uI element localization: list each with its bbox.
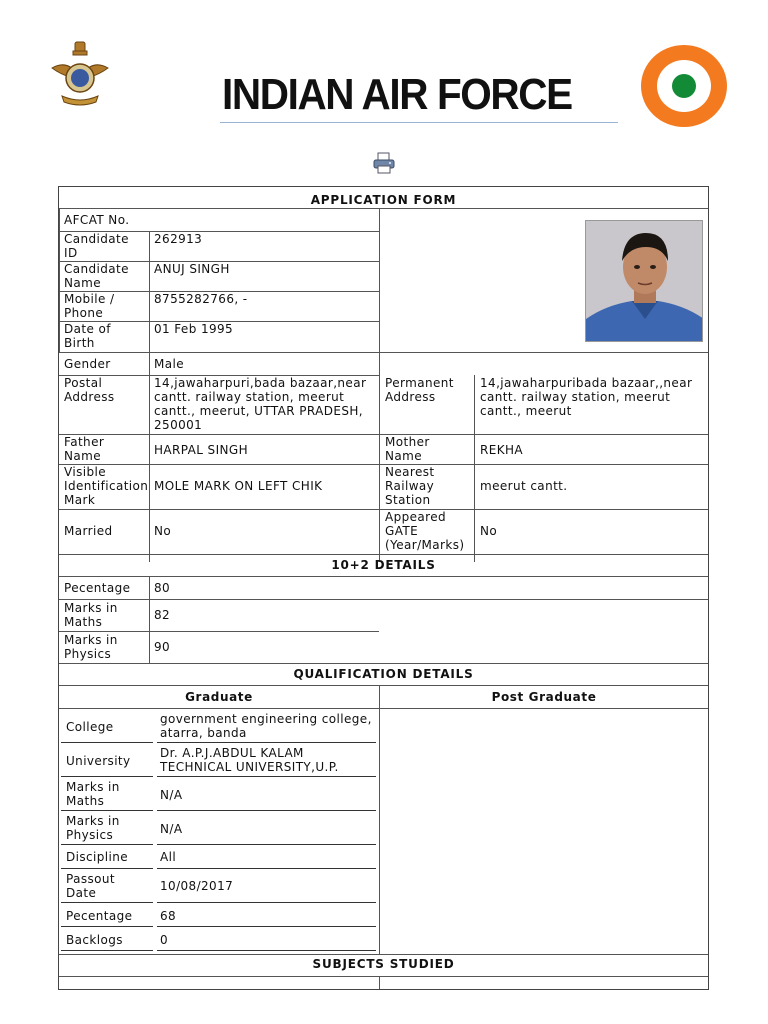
identification-mark-label: Visible [64,465,106,479]
postal-address-line: 250001 [154,418,203,432]
railway-station-label: Nearest [385,465,435,479]
gender-value: Male [154,357,185,371]
permanent-address-line: cantt., meerut [480,404,572,418]
plus-two-physics-label-2: Physics [64,647,112,661]
gate-label-2: GATE [385,524,419,538]
postal-address-line: cantt. railway station, meerut [154,390,345,404]
plus-two-maths-label: Marks in [64,601,118,615]
candidate-photo [585,220,703,342]
title-underline [220,122,618,123]
discipline-label: Discipline [66,850,129,864]
postal-address-label-2: Address [64,390,115,404]
college-line: government engineering college, [160,712,372,726]
printer-icon[interactable] [372,152,396,174]
mother-name-label: Mother [385,435,430,449]
gate-value: No [480,524,498,538]
mobile-value: 8755282766, - [154,292,248,306]
post-graduate-header: Post Graduate [491,690,597,704]
married-label: Married [64,524,113,538]
mother-name-label-2: Name [385,449,423,463]
plus-two-percentage-value: 80 [154,581,171,595]
application-form-title: APPLICATION FORM [310,193,457,207]
dob-label: Date of [64,322,111,336]
grad-maths-label: Marks in [66,780,120,794]
railway-station-label-3: Station [385,493,431,507]
discipline-value: All [160,850,177,864]
plus-two-physics-label: Marks in [64,633,118,647]
mobile-label: Mobile / [64,292,115,306]
grad-percentage-value: 68 [160,909,177,923]
backlogs-value: 0 [160,933,169,947]
grad-maths-value: N/A [160,788,183,802]
candidate-name-label-2: Name [64,276,102,290]
grad-physics-label-2: Physics [66,828,114,842]
identification-mark-label-2: Identification [64,479,149,493]
permanent-address-line: cantt. railway station, meerut [480,390,671,404]
iaf-roundel-icon [640,44,728,128]
candidate-id-label-2: ID [64,246,78,260]
gate-label: Appeared [385,510,447,524]
candidate-name-value: ANUJ SINGH [154,262,230,276]
page-title: INDIAN AIR FORCE [222,70,572,119]
identification-mark-label-3: Mark [64,493,96,507]
plus-two-physics-value: 90 [154,640,171,654]
postal-address-line: cantt., meerut, UTTAR PRADESH, [154,404,363,418]
university-label: University [66,754,131,768]
plus-two-percentage-label: Pecentage [64,581,131,595]
graduate-header: Graduate [185,690,253,704]
afcat-label: AFCAT No. [64,213,130,227]
candidate-id-value: 262913 [154,232,203,246]
air-force-crest-icon [48,38,112,108]
postal-address-line: 14,jawaharpuri,bada bazaar,near [154,376,367,390]
university-line: TECHNICAL UNIVERSITY,U.P. [160,760,339,774]
passout-label-2: Date [66,886,97,900]
gender-label: Gender [64,357,111,371]
railway-station-value: meerut cantt. [480,479,568,493]
married-value: No [154,524,172,538]
grad-physics-label: Marks in [66,814,120,828]
dob-value: 01 Feb 1995 [154,322,234,336]
dob-label-2: Birth [64,336,95,350]
grad-physics-value: N/A [160,822,183,836]
college-line: atarra, banda [160,726,247,740]
railway-station-label-2: Railway [385,479,435,493]
subjects-section-title: SUBJECTS STUDIED [312,957,455,971]
application-form [58,186,709,990]
plus-two-section-title: 10+2 DETAILS [331,558,436,572]
identification-mark-value: MOLE MARK ON LEFT CHIK [154,479,323,493]
candidate-name-label: Candidate [64,262,129,276]
passout-value: 10/08/2017 [160,879,234,893]
mobile-label-2: Phone [64,306,104,320]
candidate-id-label: Candidate [64,232,129,246]
grad-maths-label-2: Maths [66,794,105,808]
qualification-section-title: QUALIFICATION DETAILS [293,667,474,681]
postal-address-label: Postal [64,376,103,390]
permanent-address-label: Permanent [385,376,454,390]
gate-label-3: (Year/Marks) [385,538,465,552]
father-name-label: Father [64,435,105,449]
backlogs-label: Backlogs [66,933,123,947]
plus-two-maths-value: 82 [154,608,171,622]
plus-two-maths-label-2: Maths [64,615,103,629]
mother-name-value: REKHA [480,443,524,457]
father-name-value: HARPAL SINGH [154,443,249,457]
permanent-address-line: 14,jawaharpuribada bazaar,,near [480,376,693,390]
college-label: College [66,720,114,734]
university-line: Dr. A.P.J.ABDUL KALAM [160,746,304,760]
passout-label: Passout [66,872,116,886]
grad-percentage-label: Pecentage [66,909,133,923]
father-name-label-2: Name [64,449,102,463]
permanent-address-label-2: Address [385,390,436,404]
